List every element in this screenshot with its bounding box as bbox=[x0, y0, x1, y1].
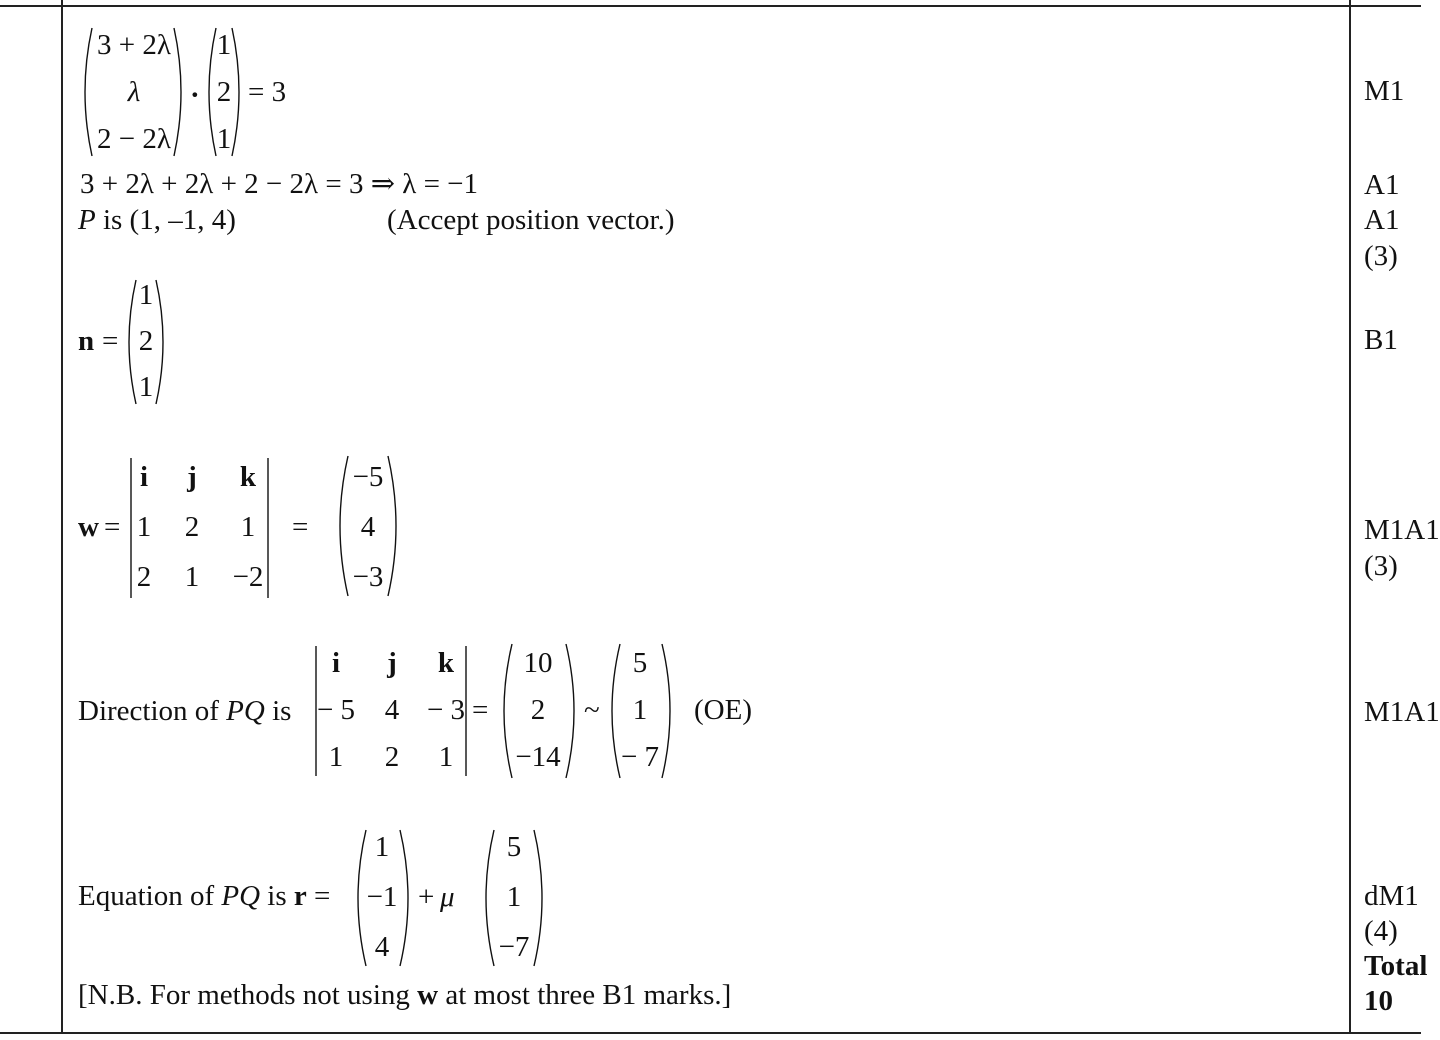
n-entry: 1 bbox=[138, 279, 154, 311]
bracket-right bbox=[156, 280, 163, 404]
note-text-end: at most three B1 marks.] bbox=[438, 979, 732, 1011]
w-equals: = bbox=[104, 511, 121, 543]
mark-total-value: 10 bbox=[1364, 985, 1393, 1017]
w-result-entry: 4 bbox=[360, 511, 376, 543]
det-cell: k bbox=[437, 647, 455, 679]
rhs-value: = 3 bbox=[248, 76, 287, 108]
w-equals-result: = bbox=[292, 511, 309, 543]
direction-label bbox=[78, 697, 291, 726]
bracket-left bbox=[129, 280, 136, 404]
bracket-right bbox=[534, 830, 542, 966]
vector-b-entry: 1 bbox=[216, 123, 232, 155]
bracket-left bbox=[504, 644, 512, 778]
direction-entry: 1 bbox=[506, 881, 522, 913]
simplified-entry: 5 bbox=[632, 647, 648, 679]
point-p-line bbox=[78, 206, 236, 235]
direction-result-entry: −14 bbox=[515, 741, 561, 773]
n-entry: 2 bbox=[138, 325, 154, 357]
det-cell: 2 bbox=[384, 741, 400, 773]
vector-b-entry: 2 bbox=[216, 76, 232, 108]
direction-result-entry: 10 bbox=[523, 647, 553, 679]
direction-is-text: is bbox=[264, 695, 292, 727]
n-entry: 1 bbox=[138, 371, 154, 403]
det-cell: j bbox=[387, 647, 397, 679]
direction-entry: −7 bbox=[498, 931, 530, 963]
mark-m1a1: M1A1 bbox=[1364, 696, 1440, 728]
simplified-entry: 1 bbox=[632, 694, 648, 726]
mark-a1: A1 bbox=[1364, 204, 1400, 236]
bracket-left bbox=[85, 28, 92, 156]
w-cross-product bbox=[76, 450, 416, 604]
bracket-right bbox=[400, 830, 408, 966]
accept-position-vector-note: (Accept position vector.) bbox=[387, 204, 675, 236]
left-column-rule bbox=[61, 0, 63, 1034]
mark-dm1: dM1 bbox=[1364, 880, 1419, 912]
lambda-equation: 3 + 2λ + 2λ + 2 − 2λ = 3 ⇒ λ = −1 bbox=[80, 168, 479, 200]
det-cell: 1 bbox=[184, 561, 200, 593]
bracket-right bbox=[662, 644, 670, 778]
pq-label: PQ bbox=[226, 695, 265, 727]
vector-a-entry: λ bbox=[127, 76, 141, 108]
det-cell: − 3 bbox=[426, 694, 466, 726]
bracket-right bbox=[174, 28, 181, 156]
bottom-rule bbox=[0, 1032, 1421, 1034]
pq-label: PQ bbox=[221, 880, 261, 912]
note-text-start: [N.B. For methods not using bbox=[78, 979, 418, 1011]
mark-m1: M1 bbox=[1364, 75, 1405, 107]
det-cell: 2 bbox=[136, 561, 152, 593]
point-p-coordinates: is (1, –1, 4) bbox=[95, 204, 236, 236]
equation-is-text: is bbox=[260, 880, 294, 912]
bracket-left bbox=[486, 830, 494, 966]
dot-product-equation bbox=[76, 24, 316, 160]
det-cell: 2 bbox=[184, 511, 200, 543]
det-cell: i bbox=[139, 461, 149, 493]
mark-subtotal: (3) bbox=[1364, 550, 1398, 582]
direction-of-text: Direction of bbox=[78, 695, 227, 727]
r-equals: = bbox=[306, 880, 331, 912]
or-equivalent-note: (OE) bbox=[694, 694, 752, 726]
direction-result-entry: 2 bbox=[530, 694, 546, 726]
det-cell: − 5 bbox=[316, 694, 356, 726]
w-result-entry: −3 bbox=[352, 561, 384, 593]
w-result-entry: −5 bbox=[352, 461, 384, 493]
point-p-variable: P bbox=[78, 204, 96, 236]
bracket-left bbox=[209, 28, 216, 156]
mark-a1: A1 bbox=[1364, 169, 1400, 201]
direction-equals: = bbox=[472, 694, 489, 726]
plus-operator: + bbox=[418, 881, 435, 913]
bracket-right bbox=[388, 456, 396, 596]
equation-of-text: Equation of bbox=[78, 880, 222, 912]
det-cell: 1 bbox=[240, 511, 256, 543]
bracket-left bbox=[340, 456, 348, 596]
mark-m1a1: M1A1 bbox=[1364, 514, 1440, 546]
bracket-right bbox=[232, 28, 239, 156]
vector-b-entry: 1 bbox=[216, 29, 232, 61]
det-cell: 1 bbox=[136, 511, 152, 543]
point-entry: 4 bbox=[374, 931, 390, 963]
mu-parameter: μ bbox=[440, 881, 455, 913]
det-cell: 4 bbox=[384, 694, 400, 726]
det-cell: 1 bbox=[328, 741, 344, 773]
point-entry: 1 bbox=[374, 831, 390, 863]
line-equation-label bbox=[78, 882, 330, 911]
proportional-tilde: ~ bbox=[584, 694, 600, 726]
normal-vector-n bbox=[76, 276, 186, 410]
det-cell: k bbox=[239, 461, 257, 493]
n-equals: = bbox=[102, 325, 119, 357]
mark-subtotal: (3) bbox=[1364, 240, 1398, 272]
top-rule bbox=[0, 5, 1421, 7]
bracket-right bbox=[566, 644, 574, 778]
w-variable: w bbox=[78, 511, 99, 543]
right-column-rule bbox=[1349, 0, 1351, 1034]
r-variable: r bbox=[293, 880, 307, 912]
det-cell: 1 bbox=[438, 741, 454, 773]
vector-a-entry: 2 − 2λ bbox=[97, 123, 171, 155]
methods-note bbox=[78, 981, 731, 1010]
bracket-left bbox=[612, 644, 620, 778]
det-cell: j bbox=[187, 461, 197, 493]
det-cell: −2 bbox=[232, 561, 264, 593]
dot-operator: · bbox=[190, 79, 200, 111]
direction-entry: 5 bbox=[506, 831, 522, 863]
line-equation-vectors bbox=[344, 826, 564, 970]
bracket-left bbox=[358, 830, 366, 966]
mark-total-label: Total bbox=[1364, 950, 1428, 982]
det-cell: i bbox=[331, 647, 341, 679]
direction-cross-product bbox=[312, 640, 772, 782]
point-entry: −1 bbox=[366, 881, 398, 913]
simplified-entry: − 7 bbox=[620, 741, 660, 773]
mark-b1: B1 bbox=[1364, 324, 1398, 356]
note-w-variable: w bbox=[417, 979, 439, 1011]
mark-subtotal: (4) bbox=[1364, 915, 1398, 947]
n-variable: n bbox=[78, 325, 95, 357]
vector-a-entry: 3 + 2λ bbox=[97, 29, 171, 61]
